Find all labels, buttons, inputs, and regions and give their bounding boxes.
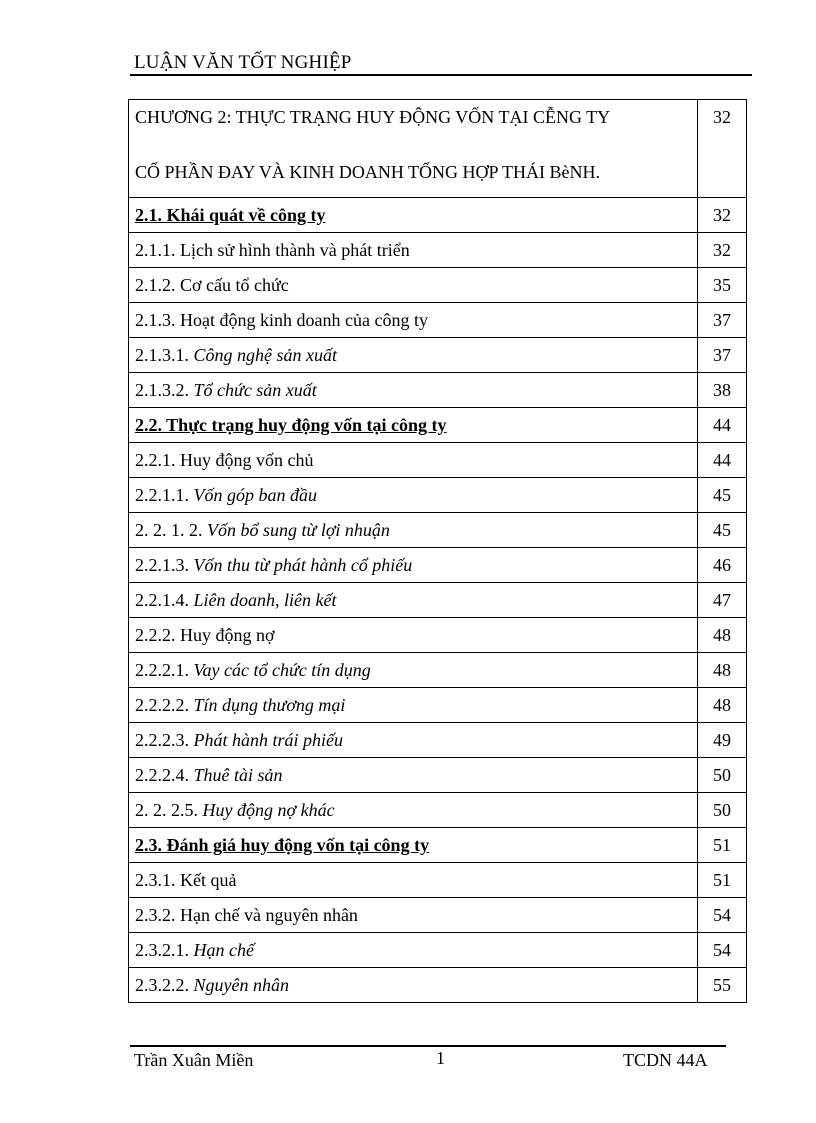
toc-number: 2.3.1. <box>135 870 180 890</box>
page-header-title: LUẬN VĂN TỐT NGHIỆP <box>134 52 352 73</box>
toc-number: 2.2.2. <box>135 625 180 645</box>
toc-page: 44 <box>698 408 747 443</box>
toc-chapter-title <box>129 100 698 198</box>
toc-page: 51 <box>698 828 747 863</box>
toc-section-title: 2.3. Đánh giá huy động vốn tại công ty <box>135 835 430 855</box>
toc-section-title: 2.2. Thực trạng huy động vốn tại công ty <box>135 415 447 435</box>
footer-rule <box>130 1045 726 1047</box>
toc-page: 45 <box>698 513 747 548</box>
toc-page: 47 <box>698 583 747 618</box>
toc-number: 2.2.2.2. <box>135 695 194 715</box>
chapter-title-line2: CỔ PHẦN ĐAY VÀ KINH DOANH TỔNG HỢP THÁI BèNH. <box>135 162 601 182</box>
footer-class: TCDN 44A <box>623 1050 708 1070</box>
toc-page: 35 <box>698 268 747 303</box>
toc-row <box>129 618 747 653</box>
toc-row <box>129 338 747 373</box>
toc-entry-title: Cơ cấu tổ chức <box>180 275 289 295</box>
toc-row <box>129 303 747 338</box>
toc-number: 2.1.3.1. <box>135 345 194 365</box>
toc-entry-title: Nguyên nhân <box>193 975 289 995</box>
toc-number: 2.2.2.1. <box>135 660 194 680</box>
toc-number: 2. 2. 2.5. <box>135 800 203 820</box>
toc-entry-title: Hạn chế và nguyên nhân <box>180 905 358 925</box>
toc-row <box>129 863 747 898</box>
table-of-contents <box>128 99 747 1003</box>
toc-row <box>129 478 747 513</box>
toc-number: 2.3.2.2. <box>135 975 194 995</box>
toc-entry-title: Lịch sử hình thành và phát triển <box>180 240 410 260</box>
toc-number: 2.3.2. <box>135 905 180 925</box>
toc-row <box>129 513 747 548</box>
toc-page: 50 <box>698 758 747 793</box>
toc-row <box>129 408 747 443</box>
toc-row <box>129 443 747 478</box>
toc-entry-title: Vốn góp ban đầu <box>193 485 317 505</box>
toc-number: 2.1.2. <box>135 275 180 295</box>
toc-number: 2.2.1.4. <box>135 590 194 610</box>
toc-row <box>129 898 747 933</box>
toc-row <box>129 758 747 793</box>
toc-row <box>129 548 747 583</box>
toc-number: 2.1.3.2. <box>135 380 194 400</box>
footer-page-number: 1 <box>436 1048 445 1068</box>
toc-page: 55 <box>698 968 747 1003</box>
toc-number: 2.2.1. <box>135 450 180 470</box>
toc-entry-title: Tổ chức sản xuất <box>193 380 317 400</box>
toc-page: 51 <box>698 863 747 898</box>
toc-page: 50 <box>698 793 747 828</box>
header-rule <box>130 74 752 76</box>
toc-page: 44 <box>698 443 747 478</box>
toc-number: 2.2.1.3. <box>135 555 194 575</box>
toc-row <box>129 198 747 233</box>
toc-page: 49 <box>698 723 747 758</box>
toc-number: 2.1.3. <box>135 310 180 330</box>
toc-entry-title: Phát hành trái phiếu <box>193 730 343 750</box>
toc-entry-title: Huy động vốn chủ <box>180 450 314 470</box>
toc-page: 46 <box>698 548 747 583</box>
toc-row <box>129 688 747 723</box>
toc-number: 2.1.1. <box>135 240 180 260</box>
toc-number: 2.2.2.3. <box>135 730 194 750</box>
toc-entry-title: Thuê tài sản <box>193 765 283 785</box>
toc-row <box>129 793 747 828</box>
toc-row <box>129 373 747 408</box>
toc-number: 2.2.1.1. <box>135 485 194 505</box>
toc-row <box>129 933 747 968</box>
toc-page: 38 <box>698 373 747 408</box>
toc-page: 45 <box>698 478 747 513</box>
toc-page: 32 <box>698 198 747 233</box>
toc-entry-title: Vay các tổ chức tín dụng <box>193 660 371 680</box>
toc-entry-title: Vốn thu từ phát hành cổ phiếu <box>193 555 413 575</box>
toc-page: 48 <box>698 618 747 653</box>
toc-row <box>129 268 747 303</box>
toc-entry-title: Kết quả <box>180 870 237 890</box>
toc-page: 48 <box>698 653 747 688</box>
toc-page: 32 <box>698 233 747 268</box>
chapter-title-line1: CHƯƠNG 2: THỰC TRẠNG HUY ĐỘNG VỐN TẠI CỄNG TY <box>135 107 611 127</box>
toc-entry-title: Hoạt động kinh doanh của công ty <box>180 310 428 330</box>
toc-entry-title: Công nghệ sản xuất <box>193 345 337 365</box>
footer-author: Trần Xuân Miền <box>134 1050 254 1070</box>
toc-row <box>129 968 747 1003</box>
toc-chapter-page: 32 <box>698 100 747 198</box>
toc-entry-title: Tín dụng thương mại <box>193 695 346 715</box>
toc-page: 37 <box>698 303 747 338</box>
toc-section-title: 2.1. Khái quát về công ty <box>135 205 326 225</box>
toc-row <box>129 723 747 758</box>
toc-page: 54 <box>698 933 747 968</box>
toc-row <box>129 233 747 268</box>
toc-row <box>129 583 747 618</box>
toc-entry-title: Huy động nợ <box>180 625 275 645</box>
toc-chapter-row <box>129 100 747 198</box>
toc-entry-title: Vốn bổ sung từ lợi nhuận <box>207 520 390 540</box>
toc-row <box>129 828 747 863</box>
toc-page: 48 <box>698 688 747 723</box>
toc-entry-title: Huy động nợ khác <box>202 800 335 820</box>
toc-page: 37 <box>698 338 747 373</box>
toc-row <box>129 653 747 688</box>
toc-entry-title: Liên doanh, liên kết <box>193 590 337 610</box>
toc-number: 2. 2. 1. 2. <box>135 520 207 540</box>
toc-number: 2.2.2.4. <box>135 765 194 785</box>
toc-entry-title: Hạn chế <box>193 940 254 960</box>
toc-number: 2.3.2.1. <box>135 940 194 960</box>
toc-page: 54 <box>698 898 747 933</box>
